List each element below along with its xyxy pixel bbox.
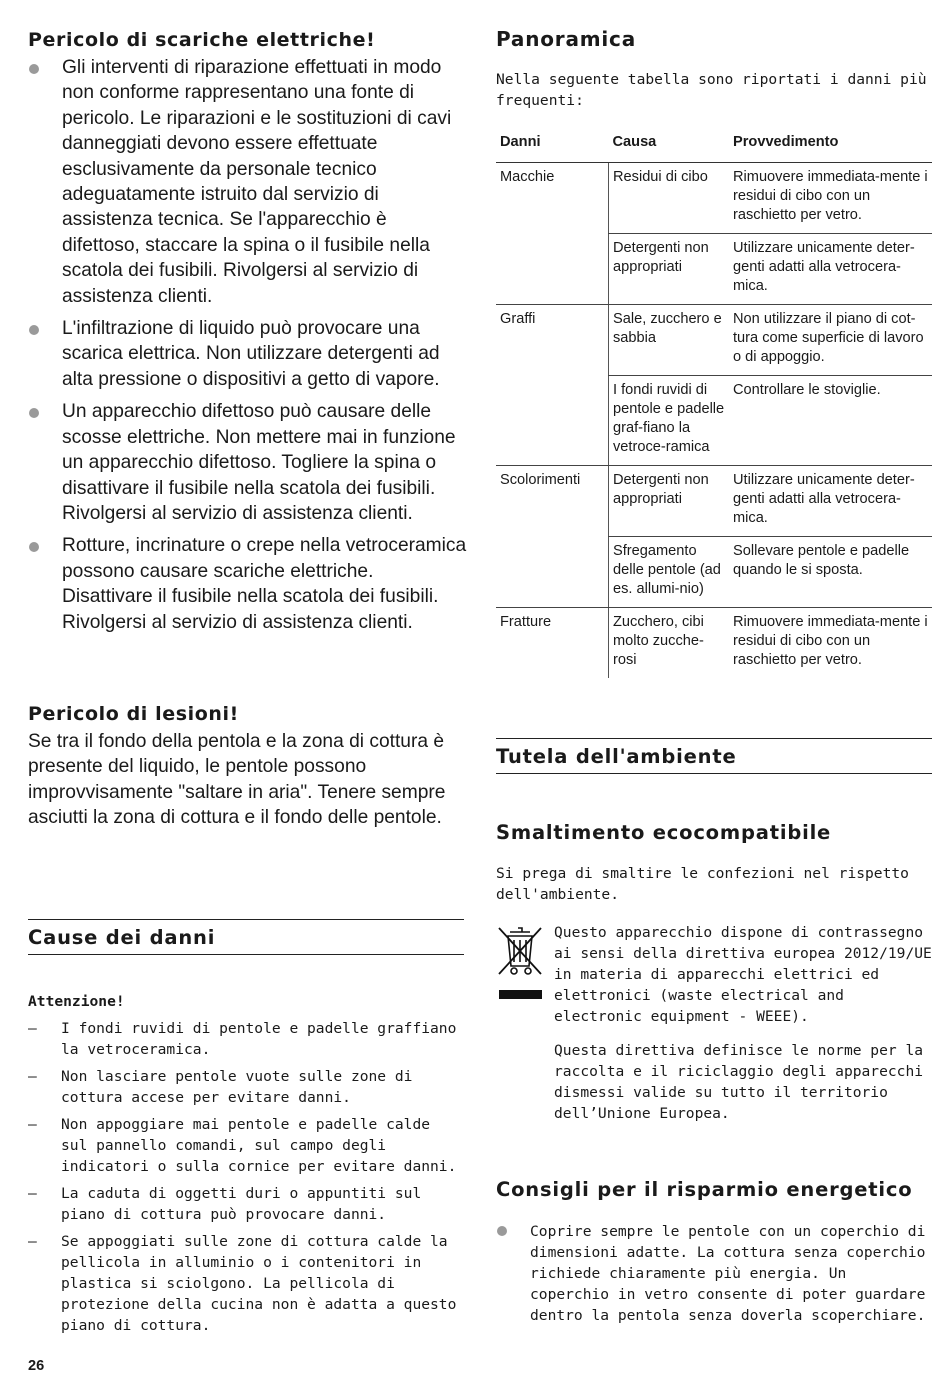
electric-hazard-title: Pericolo di scariche elettriche!	[28, 29, 376, 51]
table-row: Graffi Sale, zucchero e sabbia Non utilizzare il piano di cot-tura come superficie di lavoro o di appoggio.	[496, 305, 932, 376]
list-item: Un apparecchio difettoso può causare delle scosse elettriche. Non mettere mai in funzione un apparecchio difettoso. Togliere la spina o disattivare il fusibile nella scatola dei fusibili. Rivolgersi al servizio di assistenza clienti.	[28, 399, 468, 526]
table-row: Fratture Zucchero, cibi molto zucche-rosi Rimuovere immediata-mente i residui di cibo con un raschietto per vetro.	[496, 608, 932, 679]
table-row: Detergenti non appropriati Utilizzare unicamente deter-genti adatti alla vetrocera-mica.	[496, 234, 932, 305]
damage-section-header	[28, 919, 464, 955]
table-row: Sfregamento delle pentole (ad es. allumi-nio) Sollevare pentole e padelle quando le si sposta.	[496, 537, 932, 608]
environment-section-title: Tutela dell'ambiente	[496, 745, 737, 768]
weee-paragraph-2: Questa direttiva definisce le norme per la raccolta e il riciclaggio degli apparecchi dismessi valide su tutto il territorio dell’Unione Europea.	[554, 1042, 924, 1122]
list-item: L'infiltrazione di liquido può provocare una scarica elettrica. Non utilizzare detergenti ad alta pressione o dispositivi a getto di vapore.	[28, 316, 468, 392]
damage-section-title: Cause dei danni	[28, 926, 216, 949]
weee-paragraph-1: Questo apparecchio dispone di contrassegno ai sensi della direttiva europea 2012/19/UE in materia di apparecchi elettrici ed elettronici (waste electrical and electronic equipment - WEEE).	[554, 924, 932, 1025]
dash-marker: –	[28, 1020, 37, 1037]
dash-marker: –	[28, 1185, 37, 1202]
attention-label: Attenzione!	[28, 993, 125, 1010]
dash-marker: –	[28, 1068, 37, 1085]
bullet-icon	[29, 64, 39, 74]
electric-hazard-list	[28, 55, 468, 642]
bullet-icon	[29, 542, 39, 552]
bullet-icon	[29, 408, 39, 418]
list-item: – La caduta di oggetti duri o appuntiti sul piano di cottura può provocare danni.	[28, 1185, 422, 1223]
column-header-cause: Causa	[609, 116, 730, 163]
list-item: Coprire sempre le pentole con un coperchio di dimensioni adatte. La cottura senza coperchio richiede chiaramente più energia. Un coperchio in vetro consente di poter guardare dentro la pentola senza doverla scoperchiare.	[496, 1221, 932, 1326]
list-item: – Se appoggiati sulle zone di cottura calde la pellicola in alluminio o i contenitori in plastica si sciolgono. La pellicola di protezione della cucina non è adatta a questo piano di cottura.	[28, 1233, 457, 1334]
overview-title: Panoramica	[496, 27, 637, 51]
damage-list	[28, 1018, 464, 1342]
environment-section-header	[496, 738, 932, 774]
energy-list	[496, 1221, 932, 1333]
damage-table	[496, 116, 932, 678]
list-item: Gli interventi di riparazione effettuati in modo non conforme rappresentano una fonte di pericolo. Le riparazioni e le sostituzioni di cavi danneggiati devono essere effettuate esclusivamente da personale tecnico adeguatamente istruito dal servizio di assistenza tecnica. Se l'apparecchio è difettoso, staccare la spina o il fusibile nella scatola dei fusibili. Rivolgersi al servizio di assistenza clienti.	[28, 55, 468, 309]
list-item: – Non appoggiare mai pentole e padelle calde sul pannello comandi, sul campo degli indicatori o sulla cornice per evitare danni.	[28, 1116, 457, 1175]
weee-text	[554, 922, 932, 1124]
injury-hazard-text: Se tra il fondo della pentola e la zona di cottura è presente del liquido, le pentole possono improvvisamente "saltare in aria". Tenere sempre asciutti la zona di cottura e il fondo delle pentole.	[28, 731, 446, 829]
column-header-remedy: Provvedimento	[729, 116, 932, 163]
table-row: I fondi ruvidi di pentole e padelle graf-fiano la vetroce-ramica Controllare le stoviglie.	[496, 376, 932, 466]
weee-notice	[496, 922, 932, 1124]
crossed-out-wheelie-bin-icon	[496, 922, 544, 1002]
dash-marker: –	[28, 1233, 37, 1250]
list-item: Rotture, incrinature o crepe nella vetroceramica possono causare scariche elettriche. Disattivare il fusibile nella scatola dei fusibili. Rivolgersi al servizio di assistenza clienti.	[28, 533, 468, 635]
table-row: Scolorimenti Detergenti non appropriati Utilizzare unicamente deter-genti adatti alla vetrocera-mica.	[496, 466, 932, 537]
table-row: Macchie Residui di cibo Rimuovere immediata-mente i residui di cibo con un raschietto per vetro.	[496, 163, 932, 234]
column-header-damage: Danni	[496, 116, 609, 163]
overview-intro: Nella seguente tabella sono riportati i danni più frequenti:	[496, 71, 927, 109]
list-item: – Non lasciare pentole vuote sulle zone di cottura accese per evitare danni.	[28, 1068, 413, 1106]
dash-marker: –	[28, 1116, 37, 1133]
bullet-icon	[29, 325, 39, 335]
disposal-title: Smaltimento ecocompatibile	[496, 821, 832, 844]
table-header-row	[496, 116, 932, 163]
list-item: – I fondi ruvidi di pentole e padelle graffiano la vetroceramica.	[28, 1020, 457, 1058]
injury-hazard-title: Pericolo di lesioni!	[28, 703, 239, 725]
page-number: 26	[28, 1358, 45, 1374]
energy-title: Consigli per il risparmio energetico	[496, 1178, 913, 1201]
bullet-icon	[497, 1226, 507, 1236]
disposal-intro: Si prega di smaltire le confezioni nel rispetto dell'ambiente.	[496, 865, 909, 903]
